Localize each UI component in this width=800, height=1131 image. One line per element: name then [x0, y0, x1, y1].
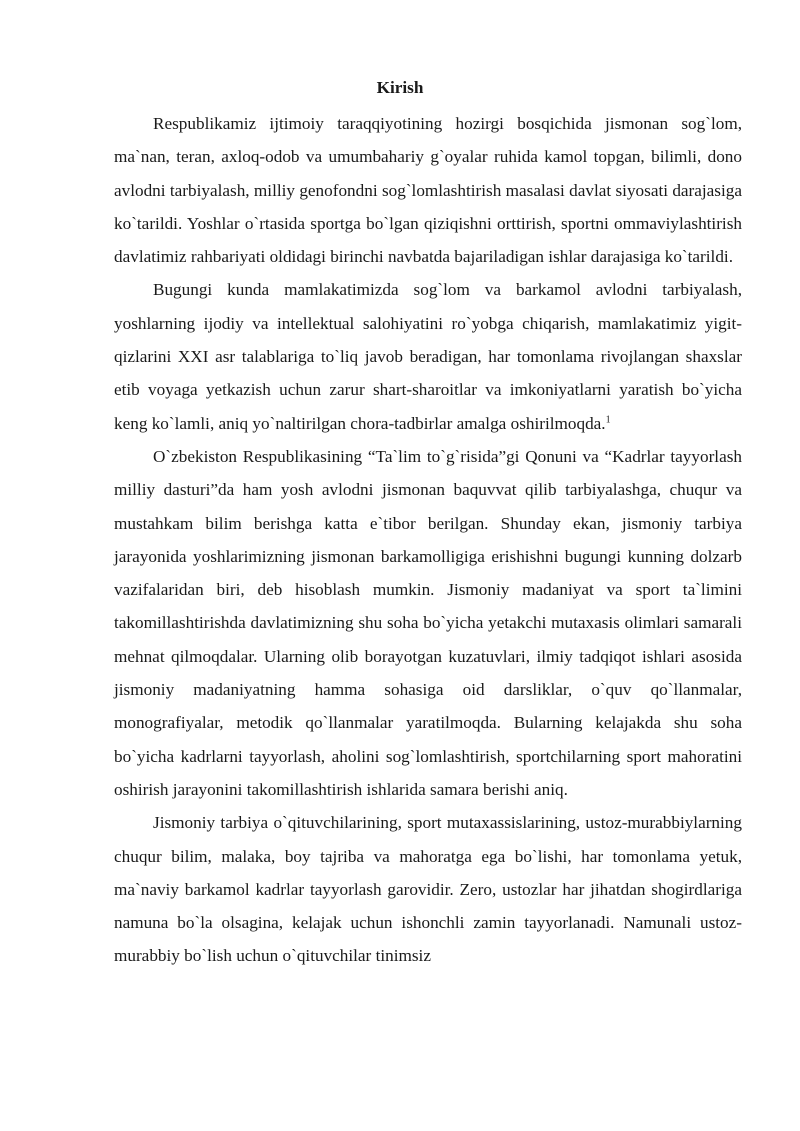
paragraph-3-text: O`zbekiston Respublikasining “Ta`lim to`g`risida”gi Qonuni va “Kadrlar tayyorlash milliy dasturi”da ham yosh avlodni jismonan baquvvat qilib tarbiyalashga, chuqur va mustahkam bilim berishga katta e`tibor berilgan. Shunday ekan, jismoniy tarbiya jarayonida yoshlarimizning jismonan barkamolligiga erishishni bugungi kunning dolzarb vazifalaridan biri, deb hisoblash mumkin. Jismoniy madaniyat va sport ta`limini takomillashtirishda davlatimizning shu soha bo`yicha yetakchi mutaxasis olimlari samarali mehnat qilmoqdalar. Ularning olib borayotgan kuzatuvlari, ilmiy tadqiqot ishlari asosida jismoniy madaniyatning hamma sohasiga oid darsliklar, o`quv qo`llanmalar, monografiyalar, metodik qo`llanmalar yaratilmoqda. Bularning kelajakda shu soha bo`yicha kadrlarni tayyorlash, aholini sog`lomlashtirish, sportchilarning sport mahoratini oshirish jarayonini takomillashtirish ishlarida samara berishi aniq. [114, 446, 742, 799]
paragraph-2-text: Bugungi kunda mamlakatimizda sog`lom va barkamol avlodni tarbiyalash, yoshlarning ijodiy va intellektual salohiyatini ro`yobga chiqarish, mamlakatimiz yigit-qizlarini XXI asr talablariga to`liq javob beradigan, har tomonlama rivojlangan shaxslar etib voyaga yetkazish uchun zarur shart-sharoitlar va imkoniyatlarni yaratish bo`yicha keng ko`lamli, aniq yo`naltirilgan chora-tadbirlar amalga oshirilmoqda. [114, 280, 742, 433]
section-title: Kirish [376, 78, 424, 97]
paragraph-4 [114, 806, 742, 972]
paragraph-1 [114, 107, 742, 273]
paragraph-4-text: Jismoniy tarbiya o`qituvchilarining, sport mutaxassislarining, ustoz-murabbiylarning chuqur bilim, malaka, boy tajriba va mahoratga ega bo`lishi, har tomonlama yetuk, ma`naviy barkamol kadrlar tayyorlash garovidir. Zero, ustozlar har jihatdan shogirdlariga namuna bo`la olsagina, kelajak uchun ishonchli zamin tayyorlanadi. Namunali ustoz-murabbiy bo`lish uchun o`qituvchilar tinimsiz [114, 813, 742, 966]
footnote-marker[interactable]: 1 [605, 413, 611, 425]
body-text [114, 107, 742, 973]
paragraph-1-text: Respublikamiz ijtimoiy taraqqiyotining hozirgi bosqichida jismonan sog`lom, ma`nan, teran, axloq-odob va umumbahariy g`oyalar ruhida kamol topgan, bilimli, dono avlodni tarbiyalash, milliy genofondni sog`lomlashtirish masalasi davlat siyosati darajasiga ko`tarildi. Yoshlar o`rtasida sportga bo`lgan qiziqishni orttirish, sportni ommaviylashtirish davlatimiz rahbariyati oldidagi birinchi navbatda bajariladigan ishlar darajasiga ko`tarildi. [114, 114, 742, 267]
paragraph-2 [114, 273, 742, 439]
paragraph-3 [114, 440, 742, 806]
